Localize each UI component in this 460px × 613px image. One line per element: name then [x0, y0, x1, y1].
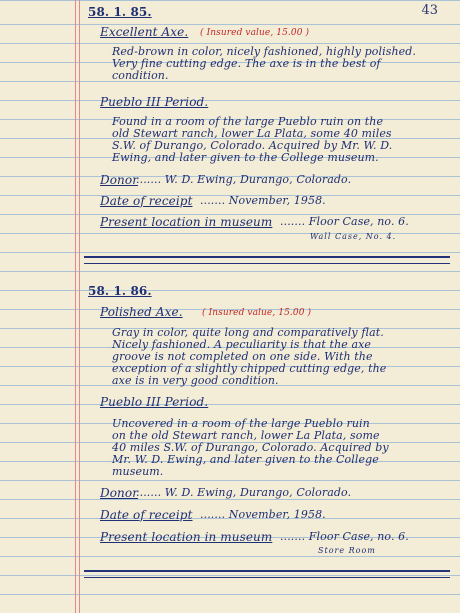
location-note: Store Room	[318, 546, 376, 555]
margin-line	[75, 0, 76, 613]
provenance-line: Found in a room of the large Pueblo ruin on the	[112, 115, 384, 128]
entry-separator	[84, 570, 450, 572]
description-line: Red-brown in color, nicely fashioned, highly polished.	[112, 45, 417, 58]
provenance-line: museum.	[112, 465, 164, 478]
catalog-number: 58. 1. 86.	[88, 284, 152, 298]
margin-line	[79, 0, 80, 613]
location-label: Present location in museum	[100, 530, 273, 544]
location-value: ....... Floor Case, no. 6.	[280, 215, 409, 228]
date-value: ....... November, 1958.	[200, 508, 326, 521]
item-title: Polished Axe.	[100, 305, 183, 319]
insured-value: ( Insured value, 15.00 )	[200, 28, 310, 38]
date-label: Date of receipt	[100, 194, 193, 208]
donor-label: Donor	[100, 486, 139, 500]
provenance-line: 40 miles S.W. of Durango, Colorado. Acquired by	[112, 441, 389, 454]
provenance-line: S.W. of Durango, Colorado. Acquired by Mr. W. D.	[112, 139, 393, 152]
item-title: Excellent Axe.	[100, 25, 189, 39]
description-line: Gray in color, quite long and comparatively flat.	[112, 326, 384, 339]
donor-value: ....... W. D. Ewing, Durango, Colorado.	[136, 173, 352, 186]
description-line: Nicely fashioned. A peculiarity is that the axe	[112, 338, 372, 351]
catalog-number: 58. 1. 85.	[88, 5, 152, 19]
date-value: ....... November, 1958.	[200, 194, 326, 207]
location-note: Wall Case, No. 4.	[310, 232, 397, 241]
entry-separator	[84, 577, 450, 578]
provenance-line: on the old Stewart ranch, lower La Plata, some	[112, 429, 380, 442]
entry-separator	[84, 263, 450, 264]
provenance-line: Ewing, and later given to the College museum.	[112, 151, 379, 164]
description-line: Very fine cutting edge. The axe is in the best of	[112, 57, 381, 70]
date-label: Date of receipt	[100, 508, 193, 522]
provenance-line: old Stewart ranch, lower La Plata, some 40 miles	[112, 127, 392, 140]
location-value: ....... Floor Case, no. 6.	[280, 530, 409, 543]
insured-value: ( Insured value, 15.00 )	[202, 308, 312, 318]
donor-value: ....... W. D. Ewing, Durango, Colorado.	[136, 486, 352, 499]
provenance-line: Uncovered in a room of the large Pueblo ruin	[112, 417, 370, 430]
donor-label: Donor	[100, 173, 139, 187]
page-number: 43	[421, 3, 438, 18]
description-line: groove is not completed on one side. With the	[112, 350, 373, 363]
provenance-line: Mr. W. D. Ewing, and later given to the College	[112, 453, 379, 466]
period-heading: Pueblo III Period.	[100, 395, 209, 409]
description-line: condition.	[112, 69, 169, 82]
period-heading: Pueblo III Period.	[100, 95, 209, 109]
location-label: Present location in museum	[100, 215, 273, 229]
description-line: exception of a slightly chipped cutting edge, the	[112, 362, 387, 375]
description-line: axe is in very good condition.	[112, 374, 279, 387]
entry-separator	[84, 256, 450, 258]
